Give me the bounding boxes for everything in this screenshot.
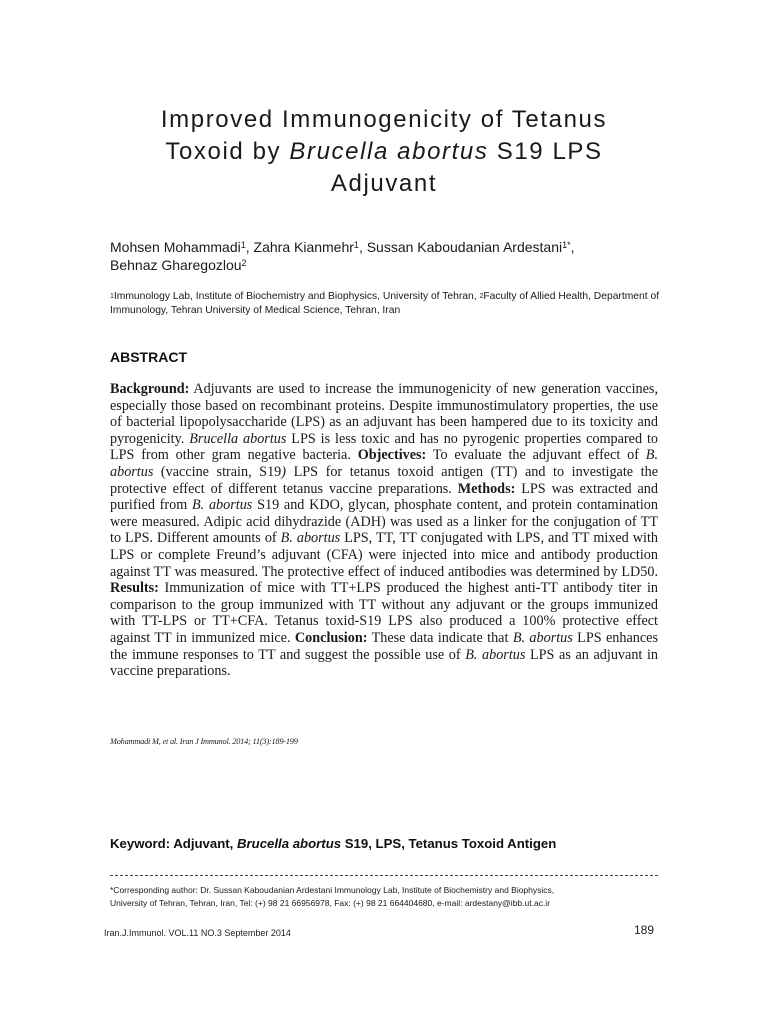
corresponding-line: *Corresponding author: Dr. Sussan Kaboudanian Ardestani Immunology Lab, Institute of Biochemistry and Biophysics, bbox=[110, 885, 555, 895]
author-affiliation-mark: 1 bbox=[353, 240, 359, 250]
keywords bbox=[110, 836, 556, 851]
affiliations bbox=[110, 290, 670, 318]
journal-footer: Iran.J.Immunol. VOL.11 NO.3 September 2014 bbox=[104, 928, 291, 938]
abstract-text: Immunization of mice with TT+LPS produced the highest anti-TT antibody titer in comparison to the group immunized with TT without any adjuvant or the groups immunized with TT-LPS or TT+CFA. Tetanus toxid-S19 LPS also produced a 100% protective effect against TT in immunized mice. bbox=[110, 580, 658, 646]
affiliation-text: Immunology Lab, Institute of Biochemistry and Biophysics, University of Tehran, bbox=[113, 291, 480, 302]
section-label: Results: bbox=[110, 580, 159, 597]
abstract-text: These data indicate that bbox=[367, 629, 513, 646]
abstract-text: LPS, TT, TT conjugated with LPS, and TT mixed with LPS or complete Freund’s adjuvant (CFA) were injected into mice and antibody production against TT was measured. The protective effect of induced antibodies was determined by LD50. bbox=[110, 530, 658, 580]
footnote-divider bbox=[110, 875, 658, 876]
corresponding-author-note bbox=[110, 884, 670, 910]
section-label: Objectives: bbox=[357, 447, 427, 464]
author-affiliation-mark: 2 bbox=[241, 258, 247, 268]
keywords-text: S19, LPS, Tetanus Toxoid Antigen bbox=[341, 836, 557, 851]
affiliation-mark: 1 bbox=[110, 293, 114, 300]
abstract-text: LPS enhances the immune responses to TT and suggest the possible use of bbox=[110, 629, 658, 663]
species-name: B. abortus bbox=[512, 629, 573, 646]
page-number: 189 bbox=[634, 923, 655, 937]
section-label: Conclusion: bbox=[294, 629, 368, 646]
author-separator: , bbox=[570, 239, 575, 255]
keywords-label: Keyword: Adjuvant, bbox=[110, 836, 238, 851]
title-text: Toxoid by bbox=[165, 138, 290, 165]
abstract-text: To evaluate the adjuvant effect of bbox=[426, 447, 646, 464]
title-line-1: Improved Immunogenicity of Tetanus bbox=[160, 106, 608, 133]
author-name: Behnaz Gharegozlou bbox=[110, 257, 242, 273]
abstract-text: S19 and KDO, glycan, phosphate content, and protein contamination were measured. Adipic acid dihydrazide (ADH) was used as a linker for the conjugation of TT to LPS. Different amounts of bbox=[110, 497, 658, 547]
abstract-text: LPS was extracted and purified from bbox=[110, 480, 658, 514]
species-name: Brucella abortus bbox=[237, 836, 342, 851]
species-name: B. abortus bbox=[192, 497, 253, 514]
title-line-3: Adjuvant bbox=[330, 170, 438, 197]
title-species: Brucella abortus bbox=[289, 138, 489, 165]
author-name: , Sussan Kaboudanian Ardestani bbox=[358, 239, 563, 255]
abstract-heading: ABSTRACT bbox=[110, 349, 187, 365]
abstract-text: LPS for tetanus toxoid antigen (TT) and to investigate the protective effect of different tetanus vaccine preparations. bbox=[110, 463, 658, 497]
abstract-text: Adjuvants are used to increase the immunogenicity of new generation vaccines, especially those based on recombinant proteins. Despite immunostimulatory properties, the use of bacterial lipopolysaccharide (LPS) as an adjuvant has been hampered due to its toxicity and pyrogenicity. bbox=[110, 381, 658, 447]
author-name: , Zahra Kianmehr bbox=[245, 239, 354, 255]
abstract-text: LPS is less toxic and has no pyrogenic properties compared to LPS from other gram negative bacteria. bbox=[110, 430, 658, 464]
affiliation-text: Faculty of Allied Health, Department of Immunology, Tehran University of Medical Science, Tehran, Iran bbox=[110, 291, 660, 316]
title-line-2 bbox=[110, 136, 658, 168]
title-text: S19 LPS bbox=[488, 138, 603, 165]
author-name: Mohsen Mohammadi bbox=[110, 239, 241, 255]
affiliation-mark: 2 bbox=[479, 293, 484, 300]
species-name: B. abortus bbox=[465, 646, 526, 663]
author-affiliation-mark: 1* bbox=[562, 240, 571, 250]
species-name: Brucella abortus bbox=[189, 430, 287, 447]
abstract-text: LPS as an adjuvant in vaccine preparations. bbox=[110, 646, 658, 680]
section-label: Methods: bbox=[457, 480, 516, 497]
corresponding-line: University of Tehran, Tehran, Iran, Tel: (+) 98 21 66956978, Fax: (+) 98 21 664404680, e-mail: ardestany@ibb.ut.ac.ir bbox=[110, 898, 551, 908]
author-list bbox=[110, 238, 670, 274]
species-name: B. abortus bbox=[110, 447, 658, 480]
paper-title bbox=[110, 104, 658, 200]
abstract-text: ) bbox=[281, 463, 286, 480]
abstract-text: (vaccine strain, S19 bbox=[153, 463, 282, 480]
species-name: B. abortus bbox=[280, 530, 341, 547]
citation-line: Mohammadi M, et al. Iran J Immunol. 2014; 11(3):189-199 bbox=[110, 737, 298, 746]
abstract-body bbox=[110, 381, 658, 680]
author-affiliation-mark: 1 bbox=[240, 240, 246, 250]
section-label: Background: bbox=[110, 381, 190, 397]
